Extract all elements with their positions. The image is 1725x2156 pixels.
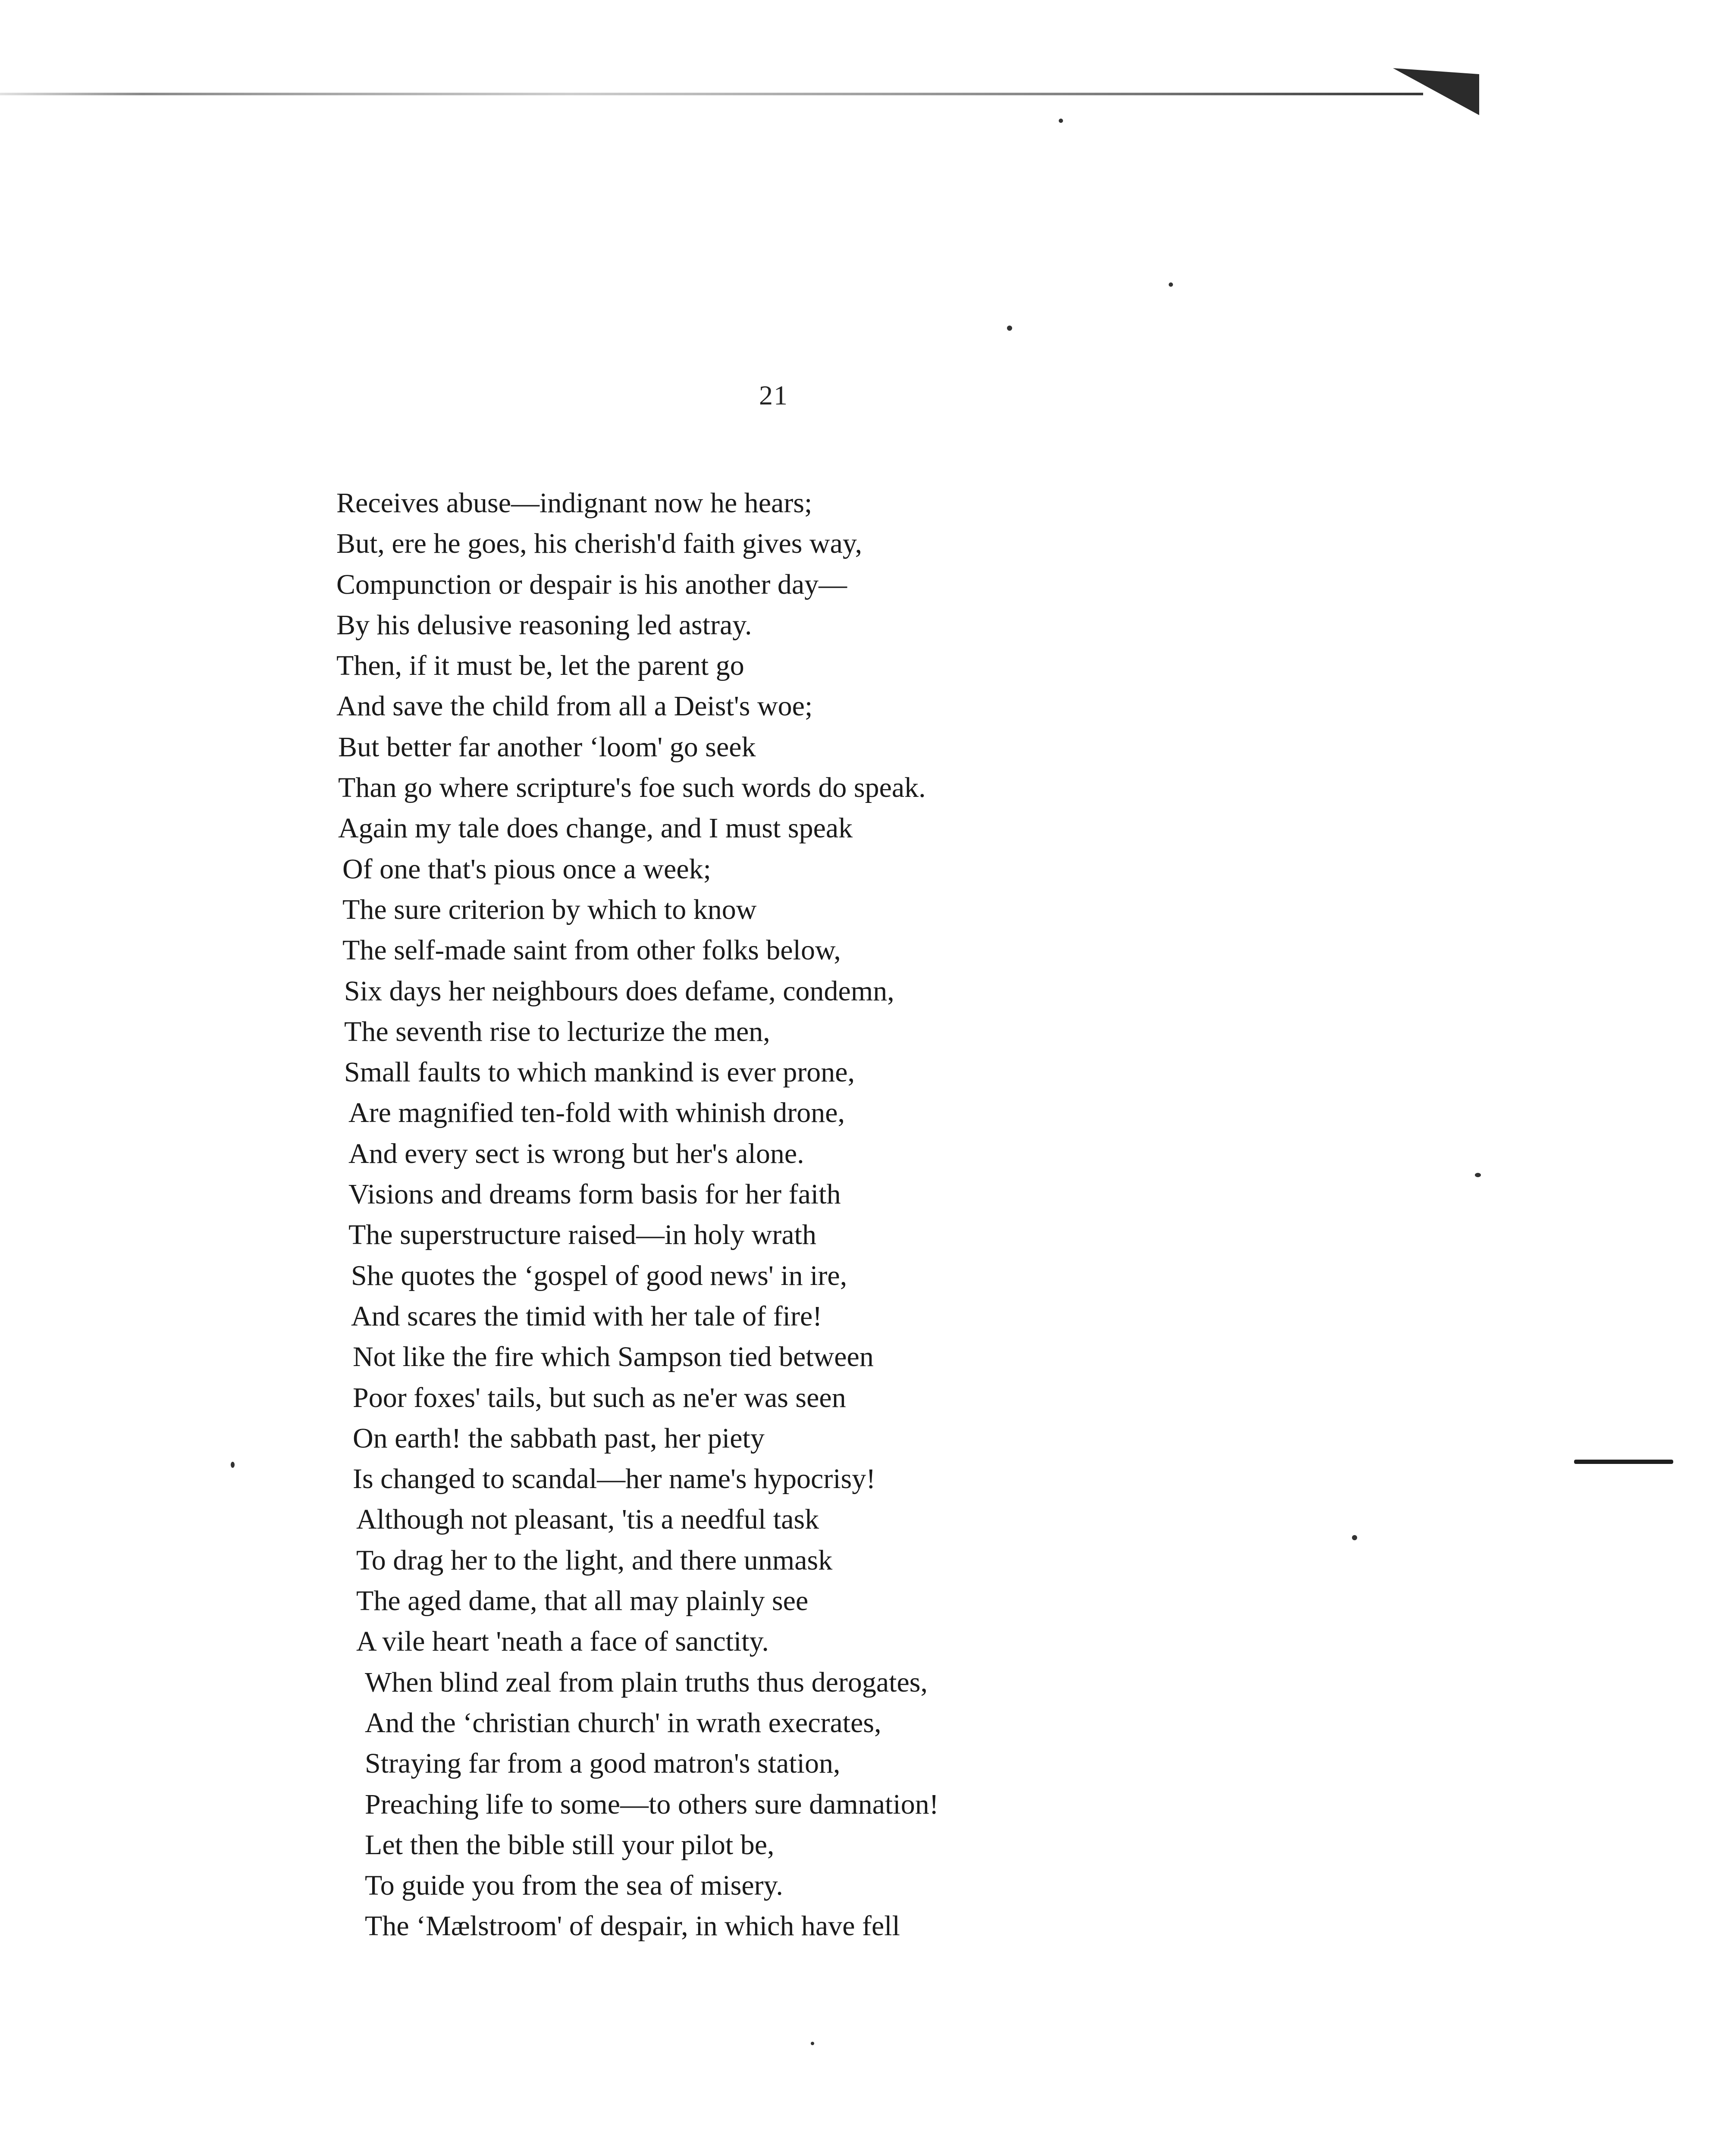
poem-line: Receives abuse—indignant now he hears; <box>336 487 812 519</box>
poem-line: Visions and dreams form basis for her faith <box>348 1178 841 1210</box>
poem-line: And save the child from all a Deist's woe; <box>336 690 813 722</box>
poem-line: The ‘Mælstroom' of despair, in which have fell <box>365 1910 900 1942</box>
poem-line: Than go where scripture's foe such words do speak. <box>338 772 926 804</box>
poem-line: On earth! the sabbath past, her piety <box>353 1422 765 1454</box>
scan-edge-rule <box>0 93 1423 95</box>
poem-line: Preaching life to some—to others sure damnation! <box>365 1788 939 1820</box>
scan-speck <box>1169 282 1173 287</box>
scan-speck <box>231 1462 235 1468</box>
poem-line: Not like the fire which Sampson tied between <box>353 1341 874 1373</box>
scan-speck <box>811 2042 814 2045</box>
poem-line: Of one that's pious once a week; <box>342 853 711 885</box>
poem-line: To guide you from the sea of misery. <box>365 1870 783 1902</box>
poem-line: But better far another ‘loom' go seek <box>338 731 756 763</box>
poem-line: Although not pleasant, 'tis a needful task <box>356 1504 819 1536</box>
poem-line: The self-made saint from other folks below, <box>342 934 841 966</box>
poem-line: She quotes the ‘gospel of good news' in ire, <box>351 1260 847 1291</box>
poem-line: Six days her neighbours does defame, condemn, <box>344 975 894 1007</box>
poem-line: Again my tale does change, and I must speak <box>338 812 853 844</box>
poem-line: Let then the bible still your pilot be, <box>365 1829 775 1861</box>
scan-speck <box>1059 119 1063 123</box>
poem-line: A vile heart 'neath a face of sanctity. <box>356 1626 769 1658</box>
poem-line: Compunction or despair is his another day— <box>336 568 847 600</box>
poem-line: Small faults to which mankind is ever prone, <box>344 1056 855 1088</box>
poem-line: When blind zeal from plain truths thus derogates, <box>365 1666 928 1698</box>
poem-line: To drag her to the light, and there unmask <box>356 1544 833 1576</box>
poem-text <box>336 483 1544 1947</box>
poem-line: And the ‘christian church' in wrath execrates, <box>365 1707 881 1739</box>
poem-line: And every sect is wrong but her's alone. <box>348 1138 804 1169</box>
scan-corner-mark <box>1393 68 1479 115</box>
poem-line: And scares the timid with her tale of fire! <box>351 1300 822 1332</box>
poem-line: By his delusive reasoning led astray. <box>336 609 752 641</box>
poem-line: Poor foxes' tails, but such as ne'er was seen <box>353 1382 846 1413</box>
poem-line: The superstructure raised—in holy wrath <box>348 1219 817 1251</box>
poem-line: But, ere he goes, his cherish'd faith gives way, <box>336 528 862 560</box>
poem-line: Straying far from a good matron's station, <box>365 1748 841 1780</box>
poem-line: Then, if it must be, let the parent go <box>336 650 744 682</box>
scan-speck <box>1007 326 1012 331</box>
scan-margin-mark <box>1574 1460 1673 1464</box>
page-number: 21 <box>759 380 788 411</box>
poem-line: The aged dame, that all may plainly see <box>356 1585 809 1617</box>
poem-line: The seventh rise to lecturize the men, <box>344 1015 770 1047</box>
poem-line: Is changed to scandal—her name's hypocrisy! <box>353 1463 876 1495</box>
poem-line: The sure criterion by which to know <box>342 893 757 925</box>
poem-line: Are magnified ten-fold with whinish drone, <box>348 1097 845 1129</box>
